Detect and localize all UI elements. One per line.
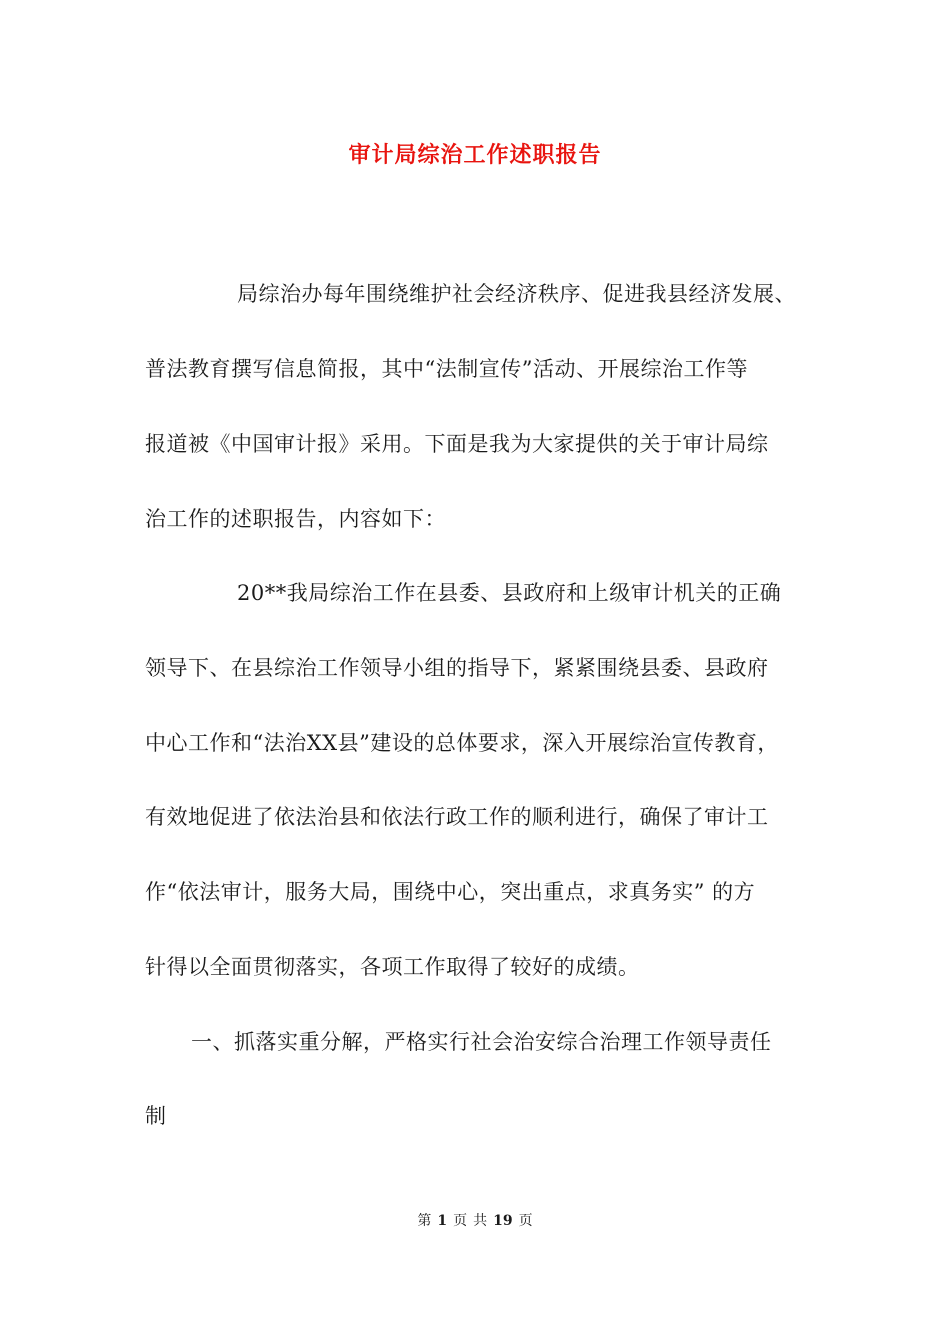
footer-page-label: 页 — [453, 1213, 468, 1229]
current-page-number: 1 — [437, 1213, 448, 1229]
body-line-4: 治工作的述职报告，内容如下： — [145, 507, 446, 531]
total-page-count: 19 — [493, 1213, 513, 1229]
body-line-5: 20**我局综治工作在县委、县政府和上级审计机关的正确 — [237, 581, 782, 605]
body-line-1: 局综治办每年围绕维护社会经济秩序、促进我县经济发展、 — [237, 282, 796, 306]
footer-prefix: 第 — [417, 1213, 432, 1229]
section-heading-1: 一、抓落实重分解，严格实行社会治安综合治理工作领导责任 — [191, 1030, 772, 1054]
body-line-8: 有效地促进了依法治县和依法行政工作的顺利进行，确保了审计工 — [145, 805, 769, 829]
body-line-3: 报道被《中国审计报》采用。下面是我为大家提供的关于审计局综 — [145, 432, 769, 456]
footer-suffix: 页 — [518, 1213, 533, 1229]
footer-total-label: 共 — [473, 1213, 488, 1229]
body-line-10: 针得以全面贯彻落实，各项工作取得了较好的成绩。 — [145, 955, 640, 979]
body-line-9: 作“依法审计，服务大局，围绕中心，突出重点，求真务实” 的方 — [145, 880, 756, 904]
document-title: 审计局综治工作述职报告 — [348, 142, 602, 168]
body-line-2: 普法教育撰写信息简报，其中“法制宣传”活动、开展综治工作等 — [145, 357, 748, 381]
page-footer — [0, 1210, 950, 1230]
body-line-7: 中心工作和“法治XX县”建设的总体要求，深入开展综治宣传教育， — [145, 731, 779, 755]
section-heading-1-continued: 制 — [145, 1104, 167, 1128]
body-line-6: 领导下、在县综治工作领导小组的指导下，紧紧围绕县委、县政府 — [145, 656, 769, 680]
